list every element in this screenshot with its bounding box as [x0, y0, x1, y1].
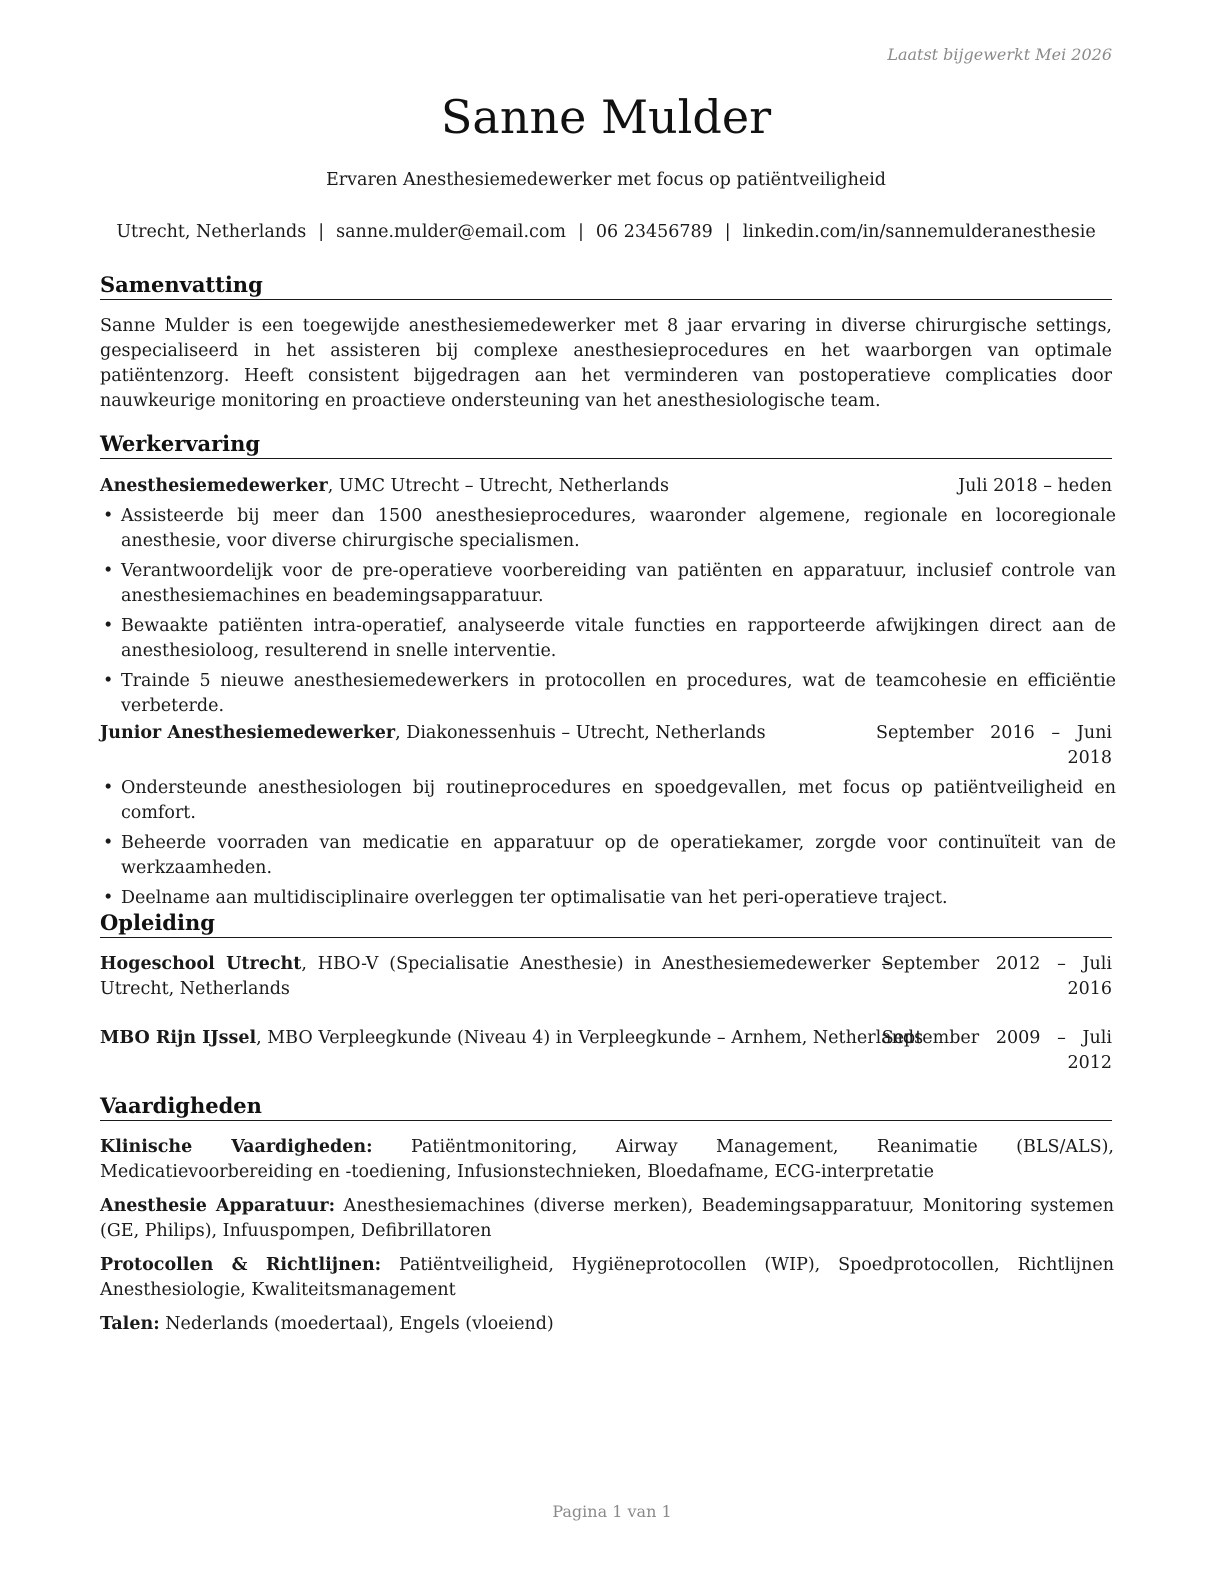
- education-dates: [882, 1026, 1112, 1076]
- skill-value: Patiëntveiligheid, Hygiëneprotocollen (WIP), Spoedprotocollen, Richtlijnen Anesthesiologie, Kwaliteitsmanagement: [100, 1255, 1114, 1300]
- education-dates-line: 2012: [1067, 1053, 1112, 1073]
- list-item: • Verantwoordelijk voor de pre-operatieve voorbereiding van patiënten en apparatuur, inclusief controle van anesthesiemachines en beademingsapparatuur.: [100, 559, 1116, 609]
- list-item: • Assisteerde bij meer dan 1500 anesthesieprocedures, waaronder algemene, regionale en locoregionale anesthesie, voor diverse chirurgische specialismen.: [100, 504, 1116, 554]
- list-item: • Bewaakte patiënten intra-operatief, analyseerde vitale functies en rapporteerde afwijkingen direct aan de anesthesioloog, resulterend in snelle interventie.: [100, 614, 1116, 664]
- candidate-name: Sanne Mulder: [440, 90, 772, 144]
- education-program: , HBO-V (Specialisatie Anesthesie) in Anesthesiemedewerker –: [301, 954, 890, 974]
- section-title-education: Opleiding: [100, 910, 1112, 938]
- contact-separator: |: [577, 222, 584, 242]
- page-footer: Pagina 1 van 1: [552, 1502, 672, 1521]
- education-detail: [100, 1026, 923, 1051]
- contact-linkedin[interactable]: linkedin.com/in/sannemulderanesthesie: [742, 222, 1096, 242]
- contact-line: [80, 220, 1132, 244]
- job-organization: , Diakonessenhuis – Utrecht, Netherlands: [395, 723, 766, 743]
- education-detail-line: [100, 952, 890, 977]
- job-dates: Juli 2018 – heden: [958, 476, 1112, 496]
- section-title-experience: Werkervaring: [100, 431, 1112, 459]
- section-title-summary: Samenvatting: [100, 272, 1112, 300]
- education-location: Utrecht, Netherlands: [100, 979, 290, 999]
- last-updated-note: Laatst bijgewerkt Mei 2026: [887, 45, 1112, 64]
- skill-value: Patiëntmonitoring, Airway Management, Reanimatie (BLS/ALS), Medicatievoorbereiding en -toediening, Infusionstechnieken, Bloedafname, ECG-interpretatie: [100, 1137, 1114, 1182]
- contact-location: Utrecht, Netherlands: [116, 222, 307, 242]
- skill-row: [100, 1253, 1114, 1303]
- skill-label: Klinische Vaardigheden:: [100, 1137, 373, 1157]
- list-item: • Ondersteunde anesthesiologen bij routineprocedures en spoedgevallen, met focus op patiëntveiligheid en comfort.: [100, 776, 1116, 826]
- skill-row: [100, 1312, 1114, 1337]
- education-school: MBO Rijn IJssel: [100, 1028, 257, 1048]
- headline: Ervaren Anesthesiemedewerker met focus op patiëntveiligheid: [325, 170, 887, 190]
- job-bullets: [100, 504, 1116, 724]
- education-detail: [100, 952, 890, 1002]
- list-item: • Trainde 5 nieuwe anesthesiemedewerkers in protocollen en procedures, wat de teamcohesie en efficiëntie verbeterde.: [100, 669, 1116, 719]
- list-item: • Deelname aan multidisciplinaire overleggen ter optimalisatie van het peri-operatieve traject.: [100, 886, 1116, 911]
- skill-value: Nederlands (moedertaal), Engels (vloeiend): [159, 1314, 554, 1334]
- skill-label: Protocollen & Richtlijnen:: [100, 1255, 382, 1275]
- skill-value: Anesthesiemachines (diverse merken), Beademingsapparatuur, Monitoring systemen (GE, Philips), Infuuspompen, Defibrillatoren: [100, 1196, 1114, 1241]
- education-school: Hogeschool Utrecht: [100, 954, 302, 974]
- education-program: , MBO Verpleegkunde (Niveau 4) in Verpleegkunde – Arnhem, Netherlands: [256, 1028, 924, 1048]
- education-dates-line: September 2012 – Juli: [881, 954, 1112, 974]
- education-dates-line: September 2009 – Juli: [881, 1028, 1112, 1048]
- contact-phone: 06 23456789: [595, 222, 713, 242]
- section-title-skills: Vaardigheden: [100, 1093, 1112, 1121]
- education-dates-line: 2016: [1067, 979, 1112, 999]
- education-dates: [882, 952, 1112, 1002]
- job-organization: , UMC Utrecht – Utrecht, Netherlands: [327, 476, 669, 496]
- job-dates: [876, 721, 1112, 771]
- list-item: • Beheerde voorraden van medicatie en apparatuur op de operatiekamer, zorgde voor continuïteit van de werkzaamheden.: [100, 831, 1116, 881]
- job-title: Anesthesiemedewerker: [100, 476, 328, 496]
- contact-separator: |: [318, 222, 325, 242]
- skill-label: Talen:: [100, 1314, 160, 1334]
- summary-paragraph: Sanne Mulder is een toegewijde anesthesiemedewerker met 8 jaar ervaring in diverse chirurgische settings, gespecialiseerd in het assisteren bij complexe anesthesieprocedures en het waarborgen van optimale patiëntenzorg. Heeft consistent bijgedragen aan het verminderen van postoperatieve complicaties door nauwkeurige monitoring en proactieve ondersteuning van het anesthesiologische team.: [100, 316, 1112, 411]
- job-bullets: [100, 776, 1116, 916]
- job-role: [100, 474, 669, 499]
- skill-row: [100, 1194, 1114, 1244]
- contact-email[interactable]: sanne.mulder@email.com: [336, 222, 566, 242]
- job-title: Junior Anesthesiemedewerker: [100, 723, 396, 743]
- job-dates-line: September 2016 – Juni: [876, 723, 1112, 743]
- job-dates-line: 2018: [1067, 748, 1112, 768]
- skill-row: [100, 1135, 1114, 1185]
- job-role: [100, 721, 766, 746]
- contact-separator: |: [724, 222, 731, 242]
- skill-label: Anesthesie Apparatuur:: [100, 1196, 336, 1216]
